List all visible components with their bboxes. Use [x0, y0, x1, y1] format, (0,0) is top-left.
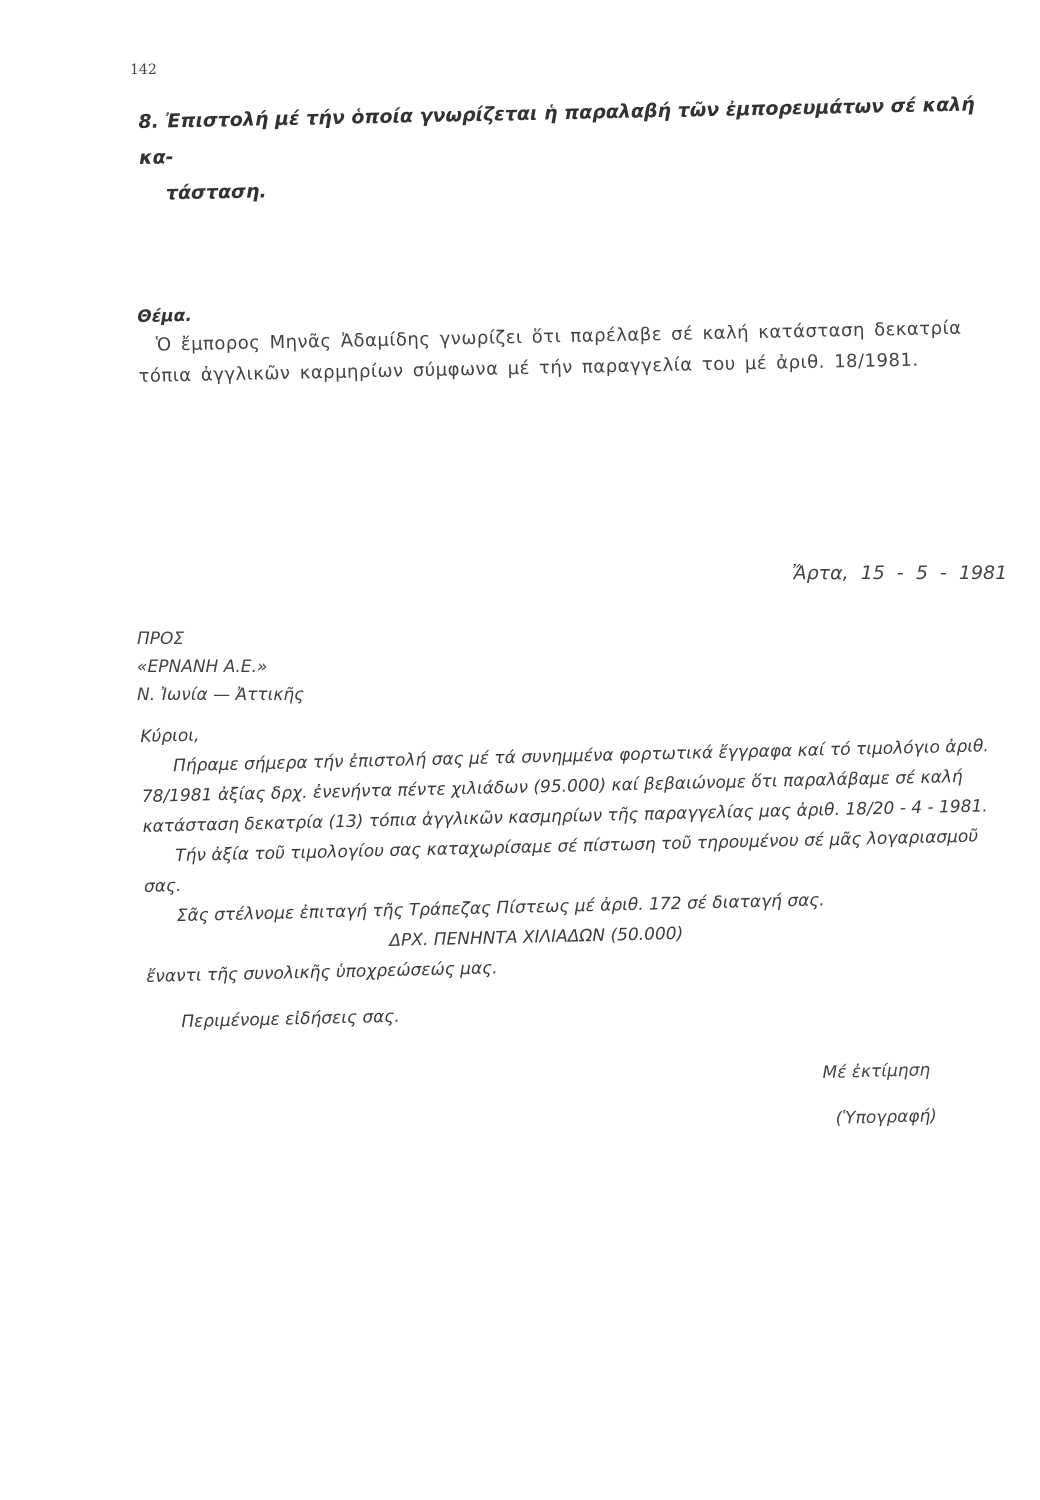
closing-wish: Περιμένομε εἰδήσεις σας. [181, 1006, 400, 1033]
paragraph-receipt: Πήραμε σήμερα τήν ἐπιστολή σας μέ τά συνημμένα φορτωτικά ἔγγραφα καί τό τιμολόγιο ἀριθ. 78/1981 ἀξίας δρχ. ἐνενήντα πέντε χιλιάδων (95.000) καί βεβαιώνομε ὅτι παραλάβαμε σέ καλή κατάσταση δεκατρία (13) τόπια ἀγγλικῶν κασμηρίων τῆς παραγγελίας μας ἀριθ. 18/20 - 4 - 1981. [141, 736, 990, 837]
recipient-location: Ν. Ἰωνία — Ἀττικῆς [137, 685, 305, 705]
recipient-address [137, 625, 304, 709]
paragraph-obligation: ἔναντι τῆς συνολικῆς ὑποχρεώσεώς μας. [145, 958, 498, 987]
recipient-company: «ΕΡΝΑΝΗ Α.Ε.» [137, 657, 268, 677]
recipient-to: ΠΡΟΣ [137, 629, 185, 649]
section-heading [138, 86, 1000, 212]
paragraph-cheque: Σᾶς στέλνομε ἐπιταγή τῆς Τράπεζας Πίστεως μέ ἀριθ. 172 σέ διαταγή σας. [176, 890, 825, 927]
amount-line: ΔΡΧ. ΠΕΝΗΝΤΑ ΧΙΛΙΑΔΩΝ (50.000) [389, 923, 684, 951]
page-number: 142 [130, 62, 157, 78]
paragraph-account: Τήν ἀξία τοῦ τιμολογίου σας καταχωρίσαμε σέ πίστωση τοῦ τηρουμένου σέ μᾶς λογαριασμοῦ σας. [143, 826, 979, 897]
subject-block [137, 286, 999, 392]
heading-line-1: 8. Ἐπιστολή μέ τήν ὁποία γνωρίζεται ἡ παραλαβή τῶν ἐμπορευμάτων σέ καλή κα- [138, 93, 975, 169]
heading-line-2: τάσταση. [165, 180, 267, 205]
closing-block [822, 1047, 937, 1142]
letter-body [140, 701, 1007, 1038]
letter-date: Ἄρτα, 15 - 5 - 1981 [792, 562, 1008, 584]
subject-text: Ὁ ἔμπορος Μηνᾶς Ἀδαμίδης γνωρίζει ὅτι παρέλαβε σέ καλή κατάσταση δεκατρία τόπια ἀγγλικῶν καρμηρίων σύμφωνα μέ τήν παραγγελία του μέ ἀριθ. 18/1981. [138, 317, 962, 387]
signature: (Ὑπογραφή) [835, 1106, 938, 1129]
salutation: Κύριοι, [140, 725, 200, 747]
subject-label: Θέμα. [137, 305, 193, 327]
closing-text: Μέ ἐκτίμηση [822, 1060, 931, 1083]
